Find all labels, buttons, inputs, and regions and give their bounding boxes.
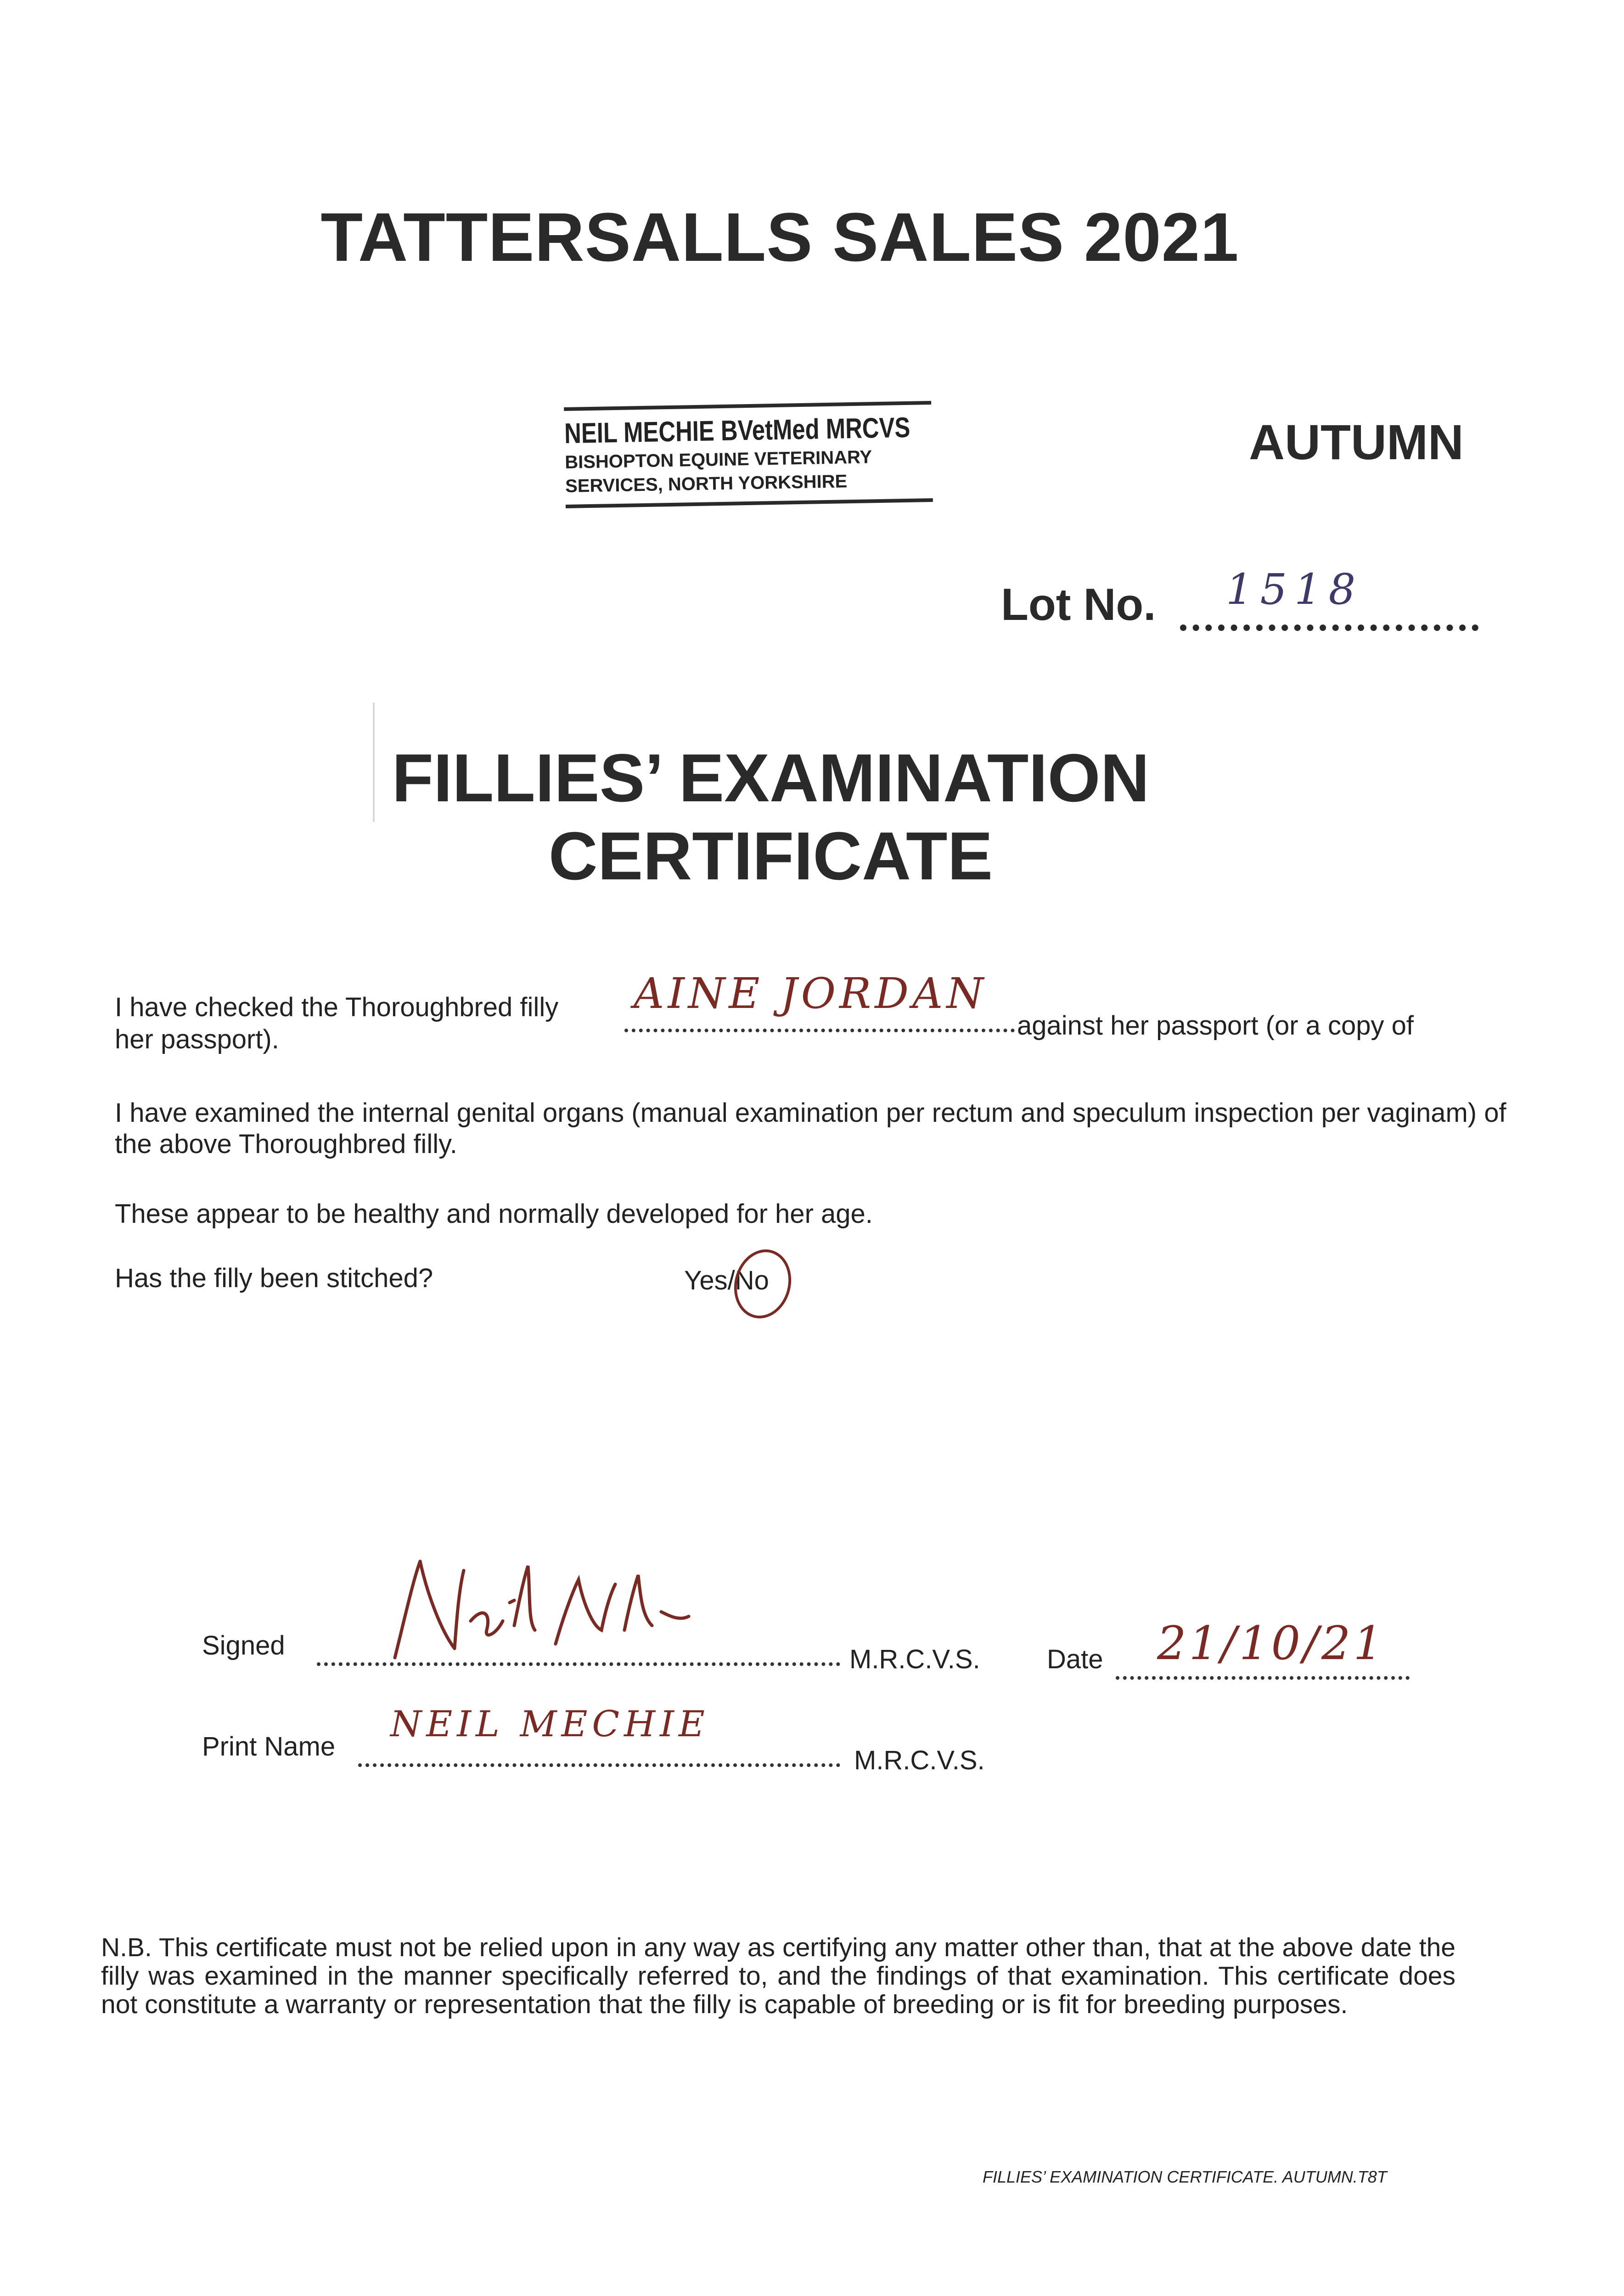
answer-no: No [735, 1266, 769, 1295]
print-name-suffix: M.R.C.V.S. [854, 1745, 985, 1775]
answer-yes: Yes [684, 1266, 728, 1295]
signed-suffix: M.R.C.V.S. [849, 1644, 980, 1674]
date-handwritten: 21/10/21 [1157, 1616, 1386, 1670]
lot-number-handwritten: 1518 [1226, 565, 1363, 614]
print-name-field [358, 1745, 840, 1767]
print-name-handwritten: NEIL MECHIE [390, 1704, 709, 1745]
statement-1-end: against her passport (or a copy of [1017, 1011, 1414, 1041]
statement-2: I have examined the internal genital organs (manual examination per rectum and speculum inspection per vaginam) of the above Thoroughbred filly. [115, 1098, 1506, 1159]
page-title: TATTERSALLS SALES 2021 [320, 198, 1239, 276]
certificate-title-line-1: FILLIES’ EXAMINATION [392, 740, 1150, 816]
lot-label: Lot No. [1001, 579, 1156, 630]
statement-1-start: I have checked the Thoroughbred filly [115, 992, 559, 1022]
answer-circle-mark [726, 1243, 798, 1325]
answer-separator: / [727, 1266, 735, 1295]
sale-season: AUTUMN [1249, 414, 1464, 470]
certificate-title-line-2: CERTIFICATE [548, 818, 993, 894]
stamp-line-3: SERVICES, NORTH YORKSHIRE [565, 471, 848, 496]
stamp-rule-top [564, 401, 931, 411]
statement-1-continuation: her passport). [115, 1024, 279, 1054]
filly-name-handwritten: AINE JORDAN [634, 969, 987, 1018]
statement-3: These appear to be healthy and normally developed for her age. [115, 1199, 873, 1229]
stamp-line-2: BISHOPTON EQUINE VETERINARY [564, 447, 872, 473]
stamp-line-1: NEIL MECHIE BVetMed MRCVS [564, 411, 910, 450]
date-label: Date [1047, 1644, 1103, 1674]
signed-label: Signed [202, 1631, 285, 1660]
certificate-title [0, 739, 1583, 895]
footer-reference: FILLIES’ EXAMINATION CERTIFICATE. AUTUMN.T8T [983, 2167, 1387, 2186]
stitched-question: Has the filly been stitched? [115, 1263, 433, 1293]
print-name-label: Print Name [202, 1732, 336, 1761]
stamp-rule-bottom [566, 498, 933, 508]
handwritten-signature [376, 1552, 698, 1667]
vet-stamp [564, 401, 933, 508]
disclaimer-note: N.B. This certificate must not be relied upon in any way as certifying any matter other than, that at the above date the filly was examined in the manner specifically referred to, and the findings of that examination. This certificate does not constitute a warranty or representation that the filly is capable of breeding or is fit for breeding purposes. [101, 1933, 1455, 2019]
